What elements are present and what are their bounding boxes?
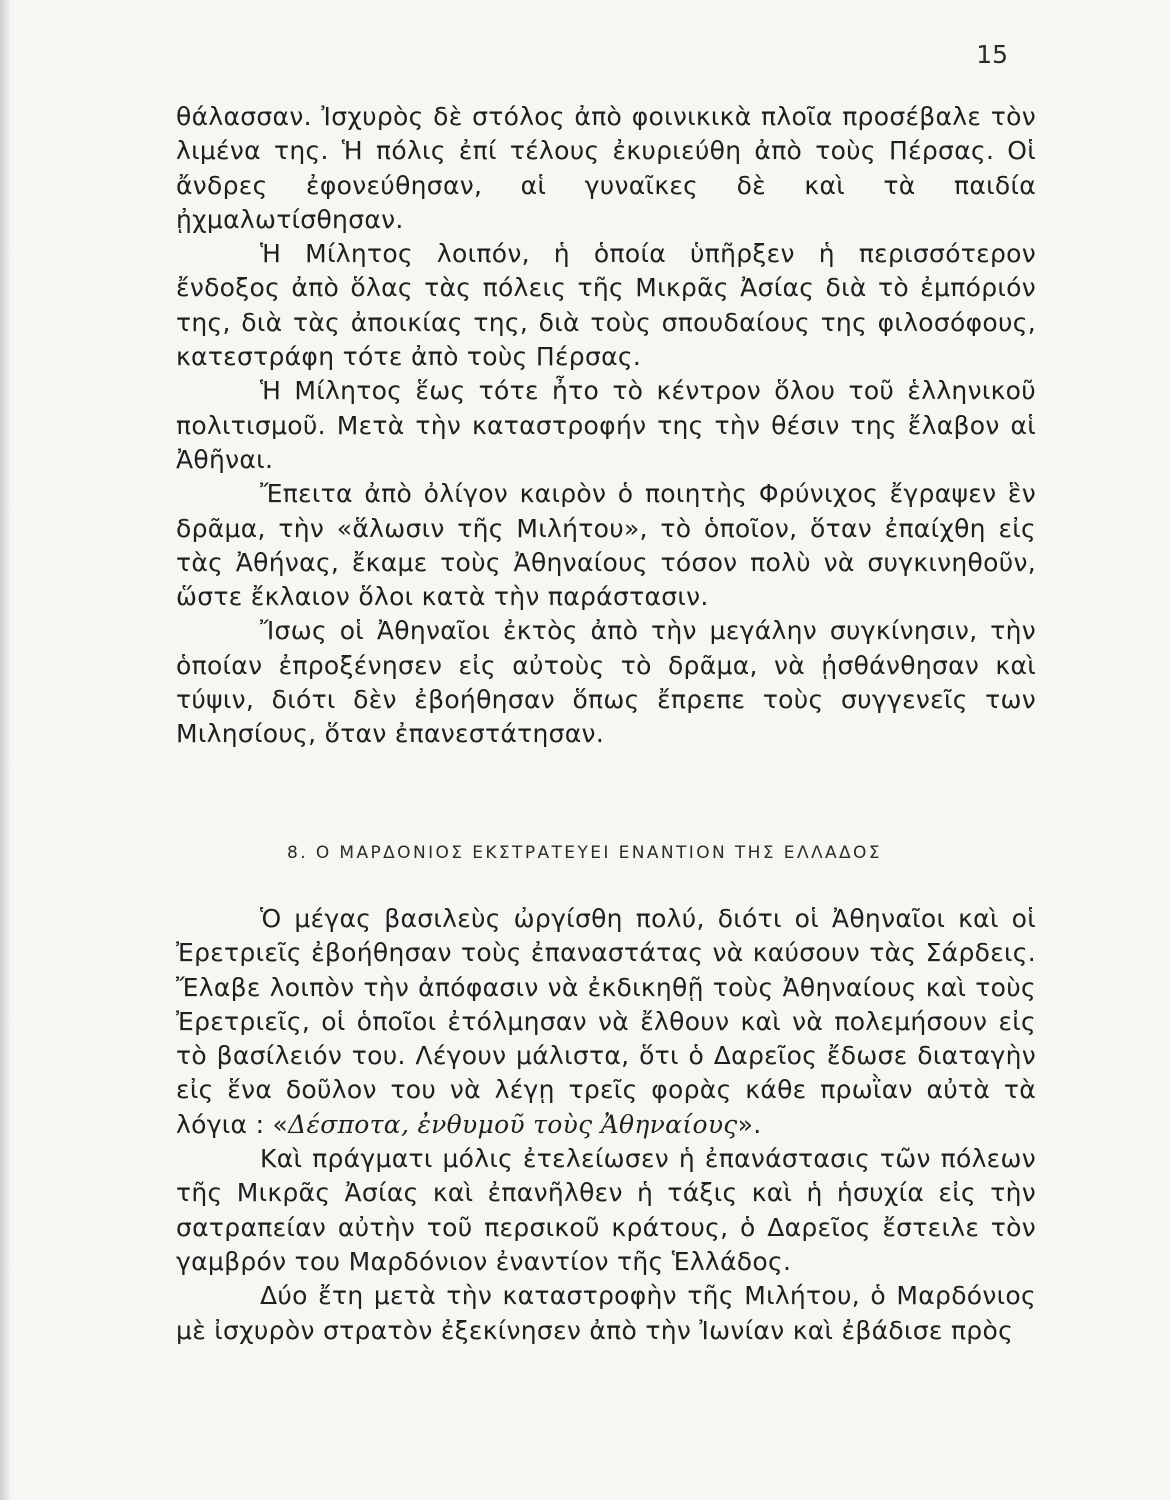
book-spine-edge: [0, 0, 10, 1500]
paragraph-text: Ὁ μέγας βασιλεὺς ὠργίσθη πολύ, διότι οἱ Ἀθηναῖοι καὶ οἱ Ἐρετριεῖς ἐβοήθησαν τοὺς ἐπαναστάτας νὰ καύσουν τὰς Σάρδεις. Ἔλαβε λοιπὸν τὴν ἀπόφασιν νὰ ἐκδικηθῇ τοὺς Ἀθηναίους καὶ τοὺς Ἐρετριεῖς, οἱ ὁποῖοι ἐτόλμησαν νὰ ἔλθουν καὶ νὰ πολεμήσουν εἰς τὸ βασίλειόν του. Λέγουν μάλιστα, ὅτι ὁ Δαρεῖος ἔδωσε διαταγὴν εἰς ἕνα δοῦλον του νὰ λέγῃ τρεῖς φορὰς κάθε πρωῒαν αὐτὰ τὰ λόγια : «: [176, 904, 1036, 1139]
paragraph: Ἴσως οἱ Ἀθηναῖοι ἐκτὸς ἀπὸ τὴν μεγάλην συγκίνησιν, τὴν ὁποίαν ἐπροξένησεν εἰς αὐτοὺς τὸ δρᾶμα, νὰ ᾐσθάνθησαν καὶ τύψιν, διότι δὲν ἐβοήθησαν ὅπως ἔπρεπε τοὺς συγγενεῖς των Μιλησίους, ὅταν ἐπανεστάτησαν.: [176, 616, 1036, 749]
paragraph: Ἡ Μίλητος ἕως τότε ἦτο τὸ κέντρον ὅλου τοῦ ἑλληνικοῦ πολιτισμοῦ. Μετὰ τὴν καταστροφήν της τὴν θέσιν της ἔλαβον αἱ Ἀθῆναι.: [176, 376, 1036, 474]
paragraph: Ἡ Μίλητος λοιπόν, ἡ ὁποία ὑπῆρξεν ἡ περισσότερον ἔνδοξος ἀπὸ ὅλας τὰς πόλεις τῆς Μικρᾶς Ἀσίας διὰ τὸ ἐμπόριόν της, διὰ τὰς ἀποικίας της, διὰ τοὺς σπουδαίους της φιλοσόφους, κατεστράφη τότε ἀπὸ τοὺς Πέρσας.: [176, 239, 1036, 372]
text-section-mardonius: [176, 902, 1036, 1348]
paragraph: Δύο ἔτη μετὰ τὴν καταστροφὴν τῆς Μιλήτου, ὁ Μαρδόνιος μὲ ἰσχυρὸν στρατὸν ἐξεκίνησεν ἀπὸ τὴν Ἰωνίαν καὶ ἐβάδισε πρὸς: [176, 1281, 1036, 1345]
paragraph: [176, 902, 1036, 1142]
paragraph: θάλασσαν. Ἰσχυρὸς δὲ στόλος ἀπὸ φοινικικὰ πλοῖα προσέβαλε τὸν λιμένα της. Ἡ πόλις ἐπί τέλους ἐκυριεύθη ἀπὸ τοὺς Πέρσας. Οἱ ἄνδρες ἐφονεύθησαν, αἱ γυναῖκες δὲ καὶ τὰ παιδία ᾐχμαλωτίσθησαν.: [176, 102, 1036, 234]
paragraph: Ἔπειτα ἀπὸ ὀλίγον καιρὸν ὁ ποιητὴς Φρύνιχος ἔγραψεν ἓν δρᾶμα, τὴν «ἅλωσιν τῆς Μιλήτου», τὸ ὁποῖον, ὅταν ἐπαίχθη εἰς τὰς Ἀθήνας, ἔκαμε τοὺς Ἀθηναίους τόσον πολὺ νὰ συγκινηθοῦν, ὥστε ἔκλαιον ὅλοι κατὰ τὴν παράστασιν.: [176, 479, 1036, 612]
chapter-heading: 8. Ο ΜΑΡΔΟΝΙΟΣ ΕΚΣΤΡΑΤΕΥΕΙ ΕΝΑΝΤΙΟΝ ΤΗΣ ΕΛΛΑΔΟΣ: [287, 843, 882, 863]
paragraph: Καὶ πράγματι μόλις ἐτελείωσεν ἡ ἐπανάστασις τῶν πόλεων τῆς Μικρᾶς Ἀσίας καὶ ἐπανῆλθεν ἡ τάξις καὶ ἡ ἡσυχία εἰς τὴν σατραπείαν αὐτὴν τοῦ περσικοῦ κράτους, ὁ Δαρεῖος ἔστειλε τὸν γαμβρόν του Μαρδόνιον ἐναντίον τῆς Ἑλλάδος.: [176, 1144, 1036, 1276]
paragraph-text: ».: [737, 1109, 762, 1139]
quoted-saying: Δέσποτα, ἐνθυμοῦ τοὺς Ἀθηναίους: [288, 1109, 738, 1139]
text-section-miletus: [176, 100, 1036, 752]
page-number: 15: [976, 40, 1008, 69]
